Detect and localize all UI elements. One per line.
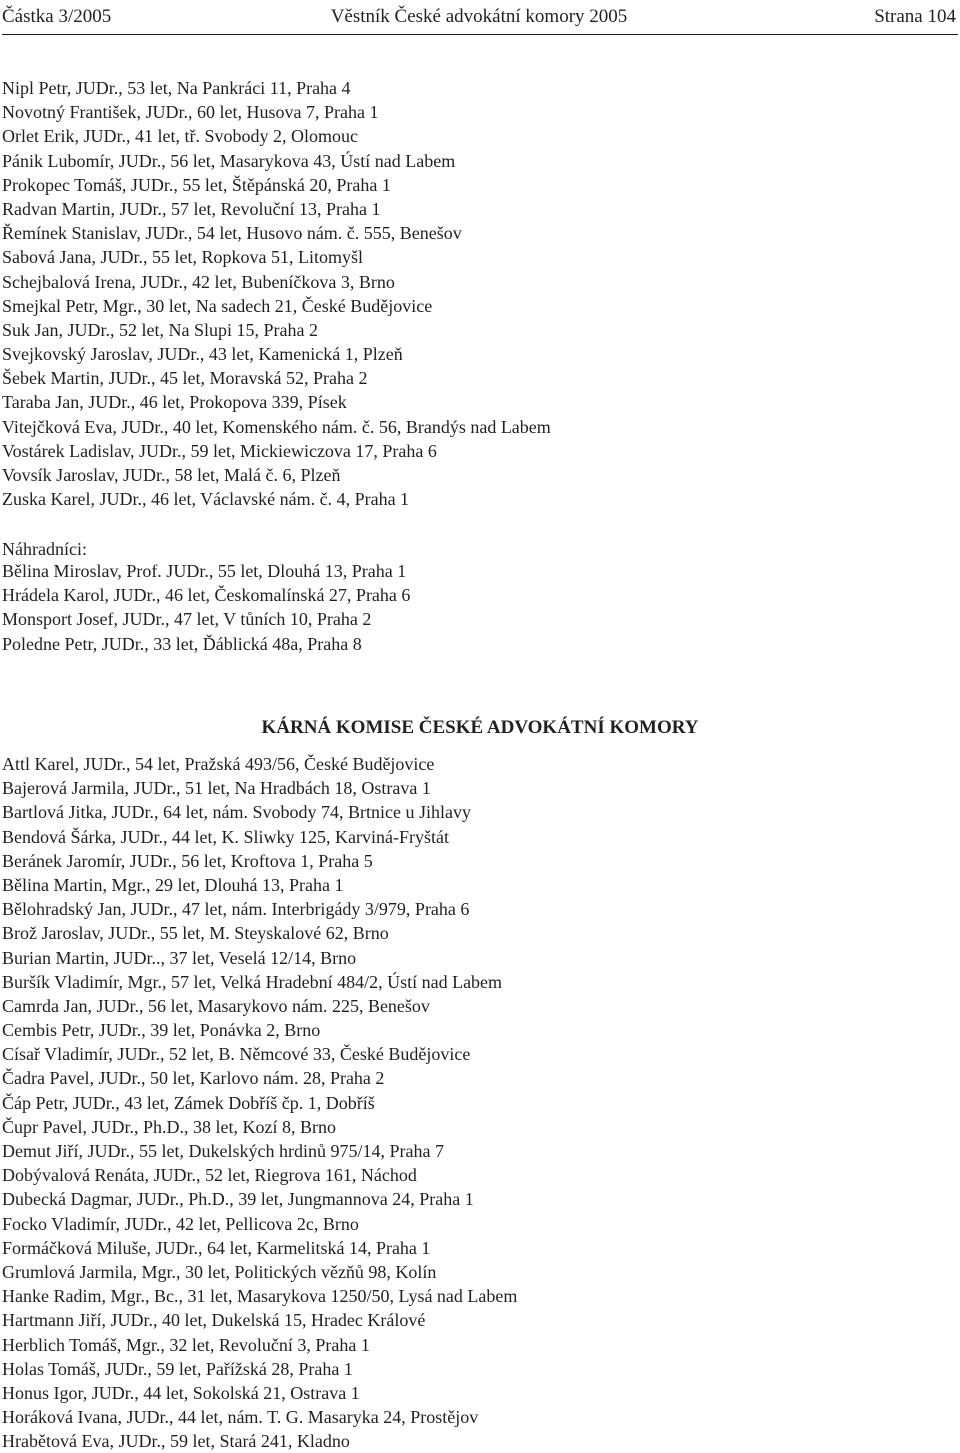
member-list: [2, 76, 551, 511]
list-item: Grumlová Jarmila, Mgr., 30 let, Politických vězňů 98, Kolín: [2, 1261, 437, 1282]
list-item: Poledne Petr, JUDr., 33 let, Ďáblická 48a, Praha 8: [2, 633, 362, 654]
list-item: Demut Jiří, JUDr., 55 let, Dukelských hrdinů 975/14, Praha 7: [2, 1141, 444, 1161]
section-heading: [0, 715, 960, 741]
disciplinary-commission-list: [2, 752, 517, 1453]
list-item: Focko Vladimír, JUDr., 42 let, Pellicova 2c, Brno: [2, 1213, 359, 1234]
list-item: Hartmann Jiří, JUDr., 40 let, Dukelská 15, Hradec Králové: [2, 1310, 426, 1331]
list-item: Řemínek Stanislav, JUDr., 54 let, Husovo nám. č. 555, Benešov: [2, 223, 462, 244]
list-item: Monsport Josef, JUDr., 47 let, V tůních 10, Praha 2: [2, 609, 372, 630]
list-item: Císař Vladimír, JUDr., 52 let, B. Němcové 33, České Budějovice: [2, 1044, 471, 1065]
page-number: Strana 104: [874, 6, 956, 27]
list-item: Herblich Tomáš, Mgr., 32 let, Revoluční 3, Praha 1: [2, 1334, 370, 1355]
substitutes-label: Náhradníci:: [2, 539, 87, 559]
list-item: Pánik Lubomír, JUDr., 56 let, Masarykova 43, Ústí nad Labem: [2, 150, 456, 171]
list-item: Burian Martin, JUDr.., 37 let, Veselá 12/14, Brno: [2, 947, 357, 968]
list-item: Smejkal Petr, Mgr., 30 let, Na sadech 21, České Budějovice: [2, 295, 433, 316]
list-item: Dubecká Dagmar, JUDr., Ph.D., 39 let, Jungmannova 24, Praha 1: [2, 1189, 474, 1210]
list-item: Hrabětová Eva, JUDr., 59 let, Stará 241, Kladno: [2, 1431, 350, 1452]
list-item: Holas Tomáš, JUDr., 59 let, Pařížská 28, Praha 1: [2, 1358, 353, 1379]
list-item: Bělohradský Jan, JUDr., 47 let, nám. Interbrigády 3/979, Praha 6: [2, 899, 470, 920]
list-item: Radvan Martin, JUDr., 57 let, Revoluční 13, Praha 1: [2, 198, 381, 219]
issue-number: Částka 3/2005: [2, 6, 112, 27]
list-item: Vitejčková Eva, JUDr., 40 let, Komenského nám. č. 56, Brandýs nad Labem: [2, 416, 551, 437]
list-item: Hrádela Karol, JUDr., 46 let, Českomalínská 27, Praha 6: [2, 585, 411, 606]
journal-title: Věstník České advokátní komory 2005: [330, 6, 628, 27]
list-item: Šebek Martin, JUDr., 45 let, Moravská 52, Praha 2: [2, 368, 368, 389]
page-header: [2, 4, 956, 30]
list-item: Prokopec Tomáš, JUDr., 55 let, Štěpánská 20, Praha 1: [2, 174, 391, 195]
list-item: Čáp Petr, JUDr., 43 let, Zámek Dobříš čp. 1, Dobříš: [2, 1092, 375, 1113]
list-item: Formáčková Miluše, JUDr., 64 let, Karmelitská 14, Praha 1: [2, 1237, 431, 1258]
list-item: Zuska Karel, JUDr., 46 let, Václavské nám. č. 4, Praha 1: [2, 489, 410, 510]
list-item: Svejkovský Jaroslav, JUDr., 43 let, Kamenická 1, Plzeň: [2, 344, 403, 365]
list-item: Nipl Petr, JUDr., 53 let, Na Pankráci 11, Praha 4: [2, 78, 351, 98]
list-item: Taraba Jan, JUDr., 46 let, Prokopova 339, Písek: [2, 392, 347, 413]
list-item: Camrda Jan, JUDr., 56 let, Masarykovo nám. 225, Benešov: [2, 995, 430, 1016]
list-item: Orlet Erik, JUDr., 41 let, tř. Svobody 2, Olomouc: [2, 126, 358, 147]
list-item: Dobývalová Renáta, JUDr., 52 let, Riegrova 161, Náchod: [2, 1165, 417, 1186]
list-item: Brož Jaroslav, JUDr., 55 let, M. Steyskalové 62, Brno: [2, 923, 389, 944]
list-item: Horáková Ivana, JUDr., 44 let, nám. T. G. Masaryka 24, Prostějov: [2, 1407, 479, 1428]
substitutes-list: [2, 559, 410, 656]
list-item: Bartlová Jitka, JUDr., 64 let, nám. Svobody 74, Brtnice u Jihlavy: [2, 802, 471, 823]
list-item: Honus Igor, JUDr., 44 let, Sokolská 21, Ostrava 1: [2, 1382, 360, 1403]
list-item: Suk Jan, JUDr., 52 let, Na Slupi 15, Praha 2: [2, 319, 318, 340]
list-item: Novotný František, JUDr., 60 let, Husova 7, Praha 1: [2, 102, 379, 123]
list-item: Hanke Radim, Mgr., Bc., 31 let, Masarykova 1250/50, Lysá nad Labem: [2, 1286, 518, 1307]
list-item: Schejbalová Irena, JUDr., 42 let, Bubeníčkova 3, Brno: [2, 271, 395, 292]
section-heading-text: KÁRNÁ KOMISE ČESKÉ ADVOKÁTNÍ KOMORY: [261, 717, 699, 738]
list-item: Sabová Jana, JUDr., 55 let, Ropkova 51, Litomyšl: [2, 247, 363, 268]
list-item: Cembis Petr, JUDr., 39 let, Ponávka 2, Brno: [2, 1020, 321, 1041]
list-item: Beránek Jaromír, JUDr., 56 let, Kroftova 1, Praha 5: [2, 850, 373, 871]
header-divider: [2, 34, 958, 35]
list-item: Bendová Šárka, JUDr., 44 let, K. Sliwky 125, Karviná-Fryštát: [2, 826, 449, 847]
list-item: Buršík Vladimír, Mgr., 57 let, Velká Hradební 484/2, Ústí nad Labem: [2, 971, 503, 992]
list-item: Bělina Martin, Mgr., 29 let, Dlouhá 13, Praha 1: [2, 874, 344, 895]
list-item: Vostárek Ladislav, JUDr., 59 let, Mickiewiczova 17, Praha 6: [2, 440, 437, 461]
list-item: Bělina Miroslav, Prof. JUDr., 55 let, Dlouhá 13, Praha 1: [2, 561, 407, 581]
list-item: Čupr Pavel, JUDr., Ph.D., 38 let, Kozí 8, Brno: [2, 1116, 336, 1137]
list-item: Attl Karel, JUDr., 54 let, Pražská 493/56, České Budějovice: [2, 754, 435, 774]
list-item: Čadra Pavel, JUDr., 50 let, Karlovo nám. 28, Praha 2: [2, 1068, 385, 1089]
list-item: Vovsík Jaroslav, JUDr., 58 let, Malá č. 6, Plzeň: [2, 465, 341, 485]
list-item: Bajerová Jarmila, JUDr., 51 let, Na Hradbách 18, Ostrava 1: [2, 778, 431, 799]
